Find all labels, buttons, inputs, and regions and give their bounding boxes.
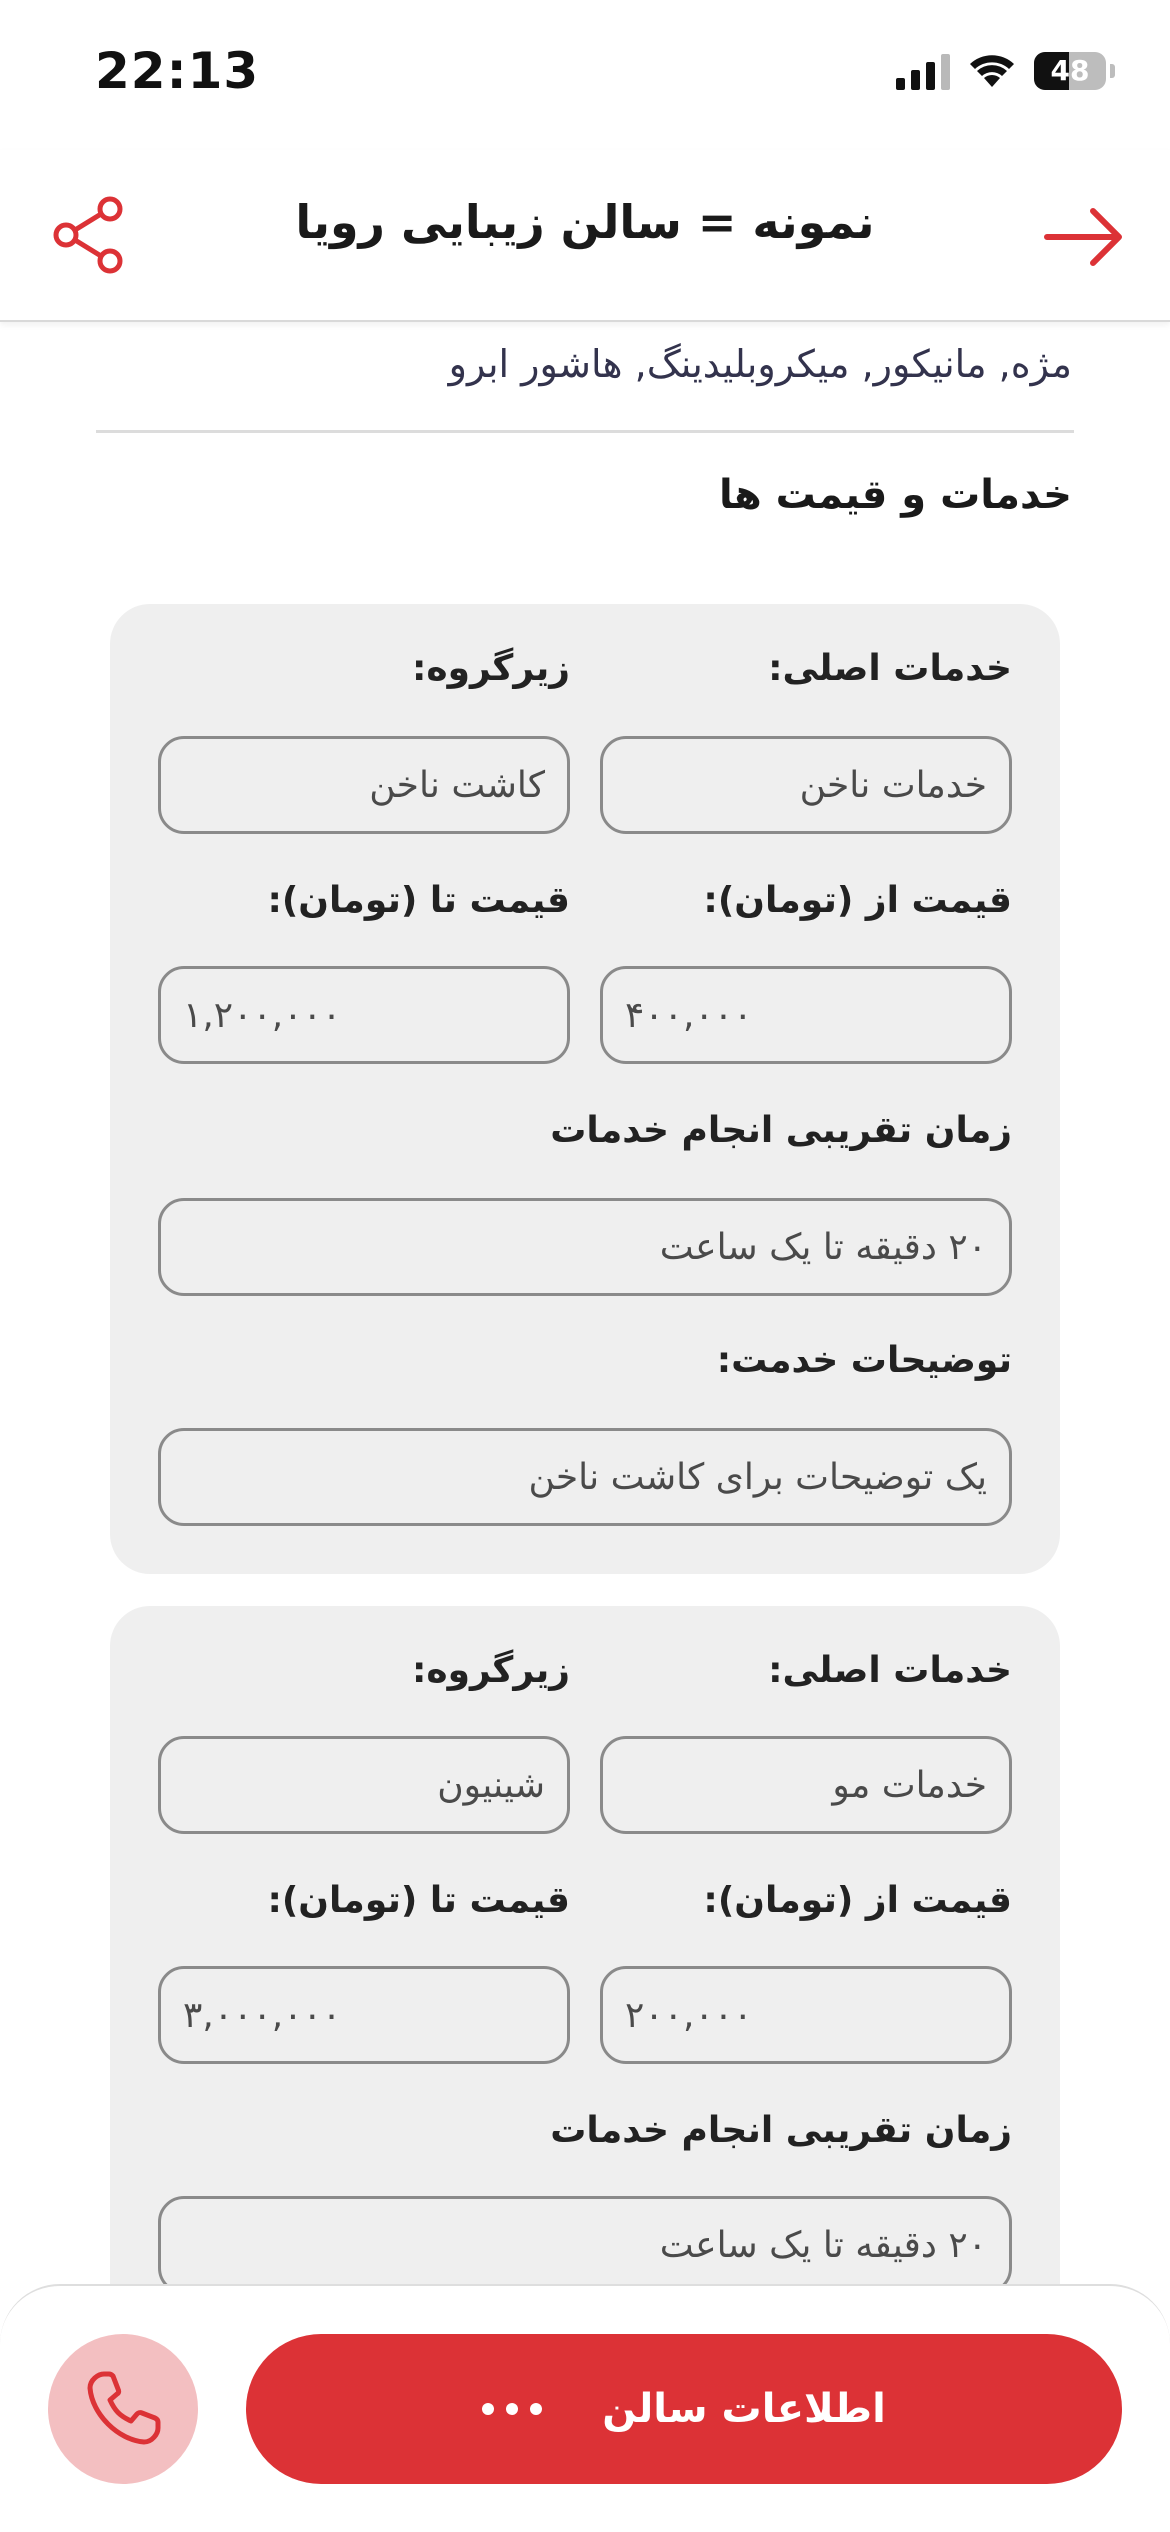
price-from-field[interactable]: ۲۰۰,۰۰۰ (600, 1966, 1012, 2064)
duration-field[interactable]: ۲۰ دقیقه تا یک ساعت (158, 1198, 1012, 1296)
main-service-field[interactable]: خدمات مو (600, 1736, 1012, 1834)
status-bar (0, 0, 1170, 150)
main-service-label: خدمات اصلی: (768, 1650, 1012, 1691)
subgroup-field[interactable]: کاشت ناخن (158, 736, 570, 834)
cellular-signal-icon (896, 52, 950, 90)
battery-icon (1034, 52, 1106, 90)
price-to-label: قیمت تا (تومان): (267, 880, 570, 921)
duration-label: زمان تقریبی انجام خدمات (550, 2110, 1012, 2151)
back-button[interactable] (1041, 195, 1125, 279)
wifi-icon (968, 53, 1016, 89)
status-icons (896, 52, 1115, 90)
subgroup-field[interactable]: شینیون (158, 1736, 570, 1834)
main-service-label: خدمات اصلی: (768, 648, 1012, 689)
description-label: توضیحات خدمت: (716, 1340, 1012, 1381)
services-section-title: خدمات و قیمت ها (719, 472, 1072, 518)
salon-details-content[interactable] (48, 322, 1122, 2532)
price-from-label: قیمت از (تومان): (703, 880, 1012, 921)
price-to-field[interactable]: ۳,۰۰۰,۰۰۰ (158, 1966, 570, 2064)
arrow-right-icon (1041, 195, 1125, 279)
subgroup-label: زیرگروه: (412, 1650, 570, 1691)
bottom-action-bar (0, 2284, 1170, 2532)
duration-label: زمان تقریبی انجام خدمات (550, 1110, 1012, 1151)
phone-icon (82, 2368, 164, 2450)
share-button[interactable] (52, 195, 132, 275)
share-icon (52, 195, 132, 275)
salon-info-button[interactable] (246, 2334, 1122, 2484)
price-to-field[interactable]: ۱,۲۰۰,۰۰۰ (158, 966, 570, 1064)
salon-info-label: اطلاعات سالن (602, 2386, 886, 2432)
price-to-label: قیمت تا (تومان): (267, 1880, 570, 1921)
app-header (0, 150, 1170, 322)
main-service-field[interactable]: خدمات ناخن (600, 736, 1012, 834)
call-button[interactable] (48, 2334, 198, 2484)
description-field[interactable]: یک توضیحات برای کاشت ناخن (158, 1428, 1012, 1526)
duration-field[interactable]: ۲۰ دقیقه تا یک ساعت (158, 2196, 1012, 2294)
service-card (110, 604, 1060, 1574)
page-title (200, 195, 970, 249)
price-from-field[interactable]: ۴۰۰,۰۰۰ (600, 966, 1012, 1064)
specialties-text: مژه, مانیکور, میکروبلیدینگ, هاشور ابرو (448, 342, 1072, 386)
divider (96, 430, 1074, 433)
battery-level: 48 (1050, 54, 1090, 87)
battery-tip (1110, 64, 1115, 78)
more-dots-icon (482, 2403, 542, 2415)
page-title-text: نمونه = سالن زیبایی رویا (295, 195, 875, 249)
price-from-label: قیمت از (تومان): (703, 1880, 1012, 1921)
subgroup-label: زیرگروه: (412, 648, 570, 689)
status-time: 22:13 (95, 42, 260, 100)
